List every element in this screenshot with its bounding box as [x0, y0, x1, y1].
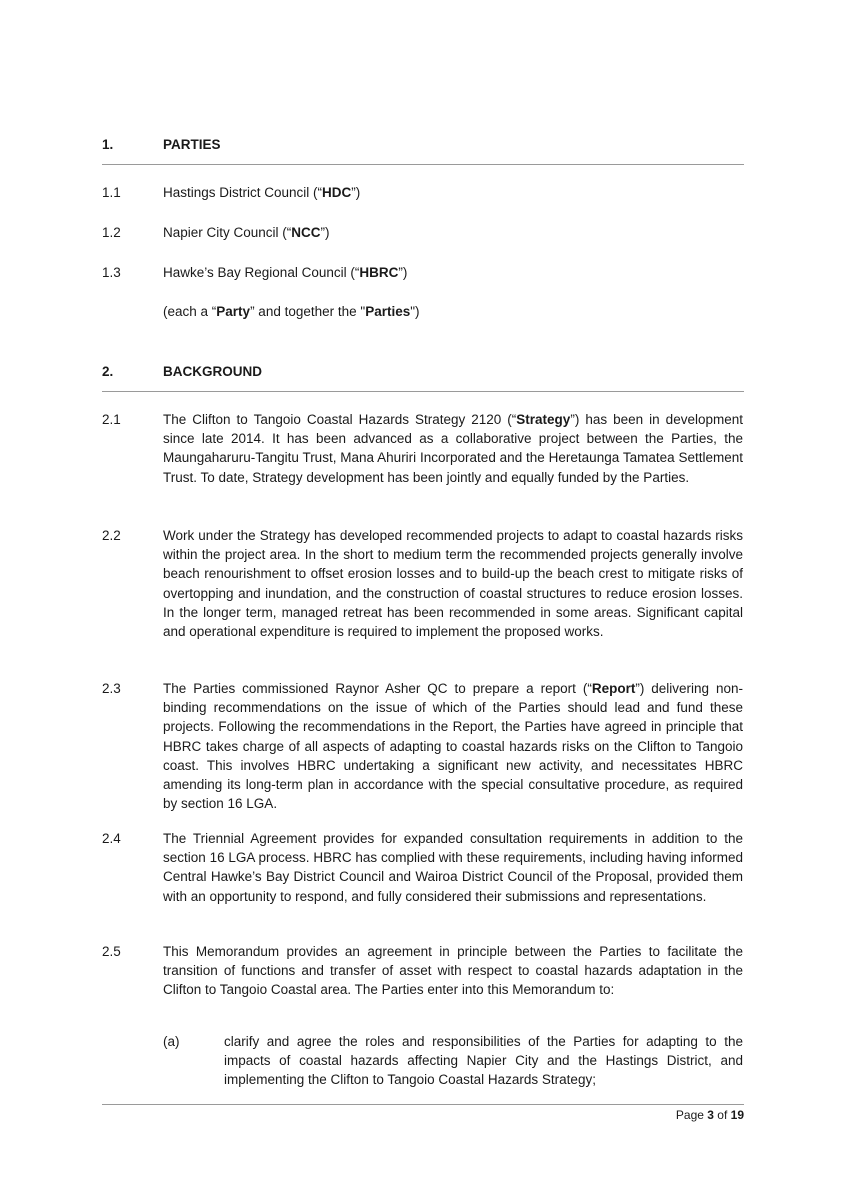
page-number: Page 3 of 19	[675, 1108, 744, 1122]
clause-text: Hastings District Council (“HDC”)	[163, 185, 361, 200]
clause-number: 2.3	[102, 681, 121, 696]
section-number: 1.	[102, 137, 114, 152]
clause-number: 1.1	[102, 185, 121, 200]
clause-text: Hawke’s Bay Regional Council (“HBRC”)	[163, 265, 408, 280]
clause-text: The Clifton to Tangoio Coastal Hazards Strategy 2120 (“Strategy”) has been in development since late 2014. It has been advanced as a collaborative project between the Parties, the Maungaharuru-Tangitu Trust, Mana Ahuriri Incorporated and the Heretaunga Tamatea Settlement Trust. To date, Strategy development has been jointly and equally funded by the Parties.	[163, 412, 743, 485]
clause-text: This Memorandum provides an agreement in principle between the Parties to facilitate the transition of functions and transfer of asset with respect to coastal hazards adaptation in the Clifton to Tangoio Coastal area. The Parties enter into this Memorandum to:	[163, 944, 743, 998]
clause-number: 2.2	[102, 528, 121, 543]
section-divider	[102, 164, 744, 165]
definition-text: (each a “Party” and together the "Parties")	[163, 304, 420, 319]
clause-text: Napier City Council (“NCC”)	[163, 225, 330, 240]
subclause-number: (a)	[163, 1034, 180, 1049]
clause-text: Work under the Strategy has developed recommended projects to adapt to coastal hazards risks within the project area. In the short to medium term the recommended projects generally involve beach renourishment to offset erosion losses and to build-up the beach crest to mitigate risks of overtopping and inundation, and the construction of coastal structures to reduce erosion losses. In the longer term, managed retreat has been recommended in some areas. Significant capital and operational expenditure is required to implement the proposed works.	[163, 528, 743, 640]
section-title: PARTIES	[163, 137, 221, 152]
subclause-text: clarify and agree the roles and responsibilities of the Parties for adapting to the impacts of coastal hazards affecting Napier City and the Hastings District, and implementing the Clifton to Tangoio Coastal Hazards Strategy;	[224, 1034, 743, 1088]
clause-number: 2.5	[102, 944, 121, 959]
clause-text: The Parties commissioned Raynor Asher QC to prepare a report (“Report”) delivering non-binding recommendations on the issue of which of the Parties should lead and fund these projects. Following the recommendations in the Report, the Parties have agreed in principle that HBRC takes charge of all aspects of adapting to coastal hazards risks on the Clifton to Tangoio coast. This involves HBRC undertaking a significant new activity, and necessitates HBRC amending its long-term plan in accordance with the special consultative procedure, as required by section 16 LGA.	[163, 681, 744, 812]
section-divider	[102, 391, 744, 392]
clause-number: 1.3	[102, 265, 121, 280]
clause-text: The Triennial Agreement provides for expanded consultation requirements in addition to the section 16 LGA process. HBRC has complied with these requirements, including having informed Central Hawke’s Bay District Council and Wairoa District Council of the Proposal, provided them with an opportunity to respond, and fully considered their submissions and representations.	[163, 831, 743, 904]
clause-number: 1.2	[102, 225, 121, 240]
section-number: 2.	[102, 364, 114, 379]
clause-number: 2.1	[102, 412, 121, 427]
section-title: BACKGROUND	[163, 364, 262, 379]
clause-number: 2.4	[102, 831, 121, 846]
footer-divider	[102, 1104, 744, 1105]
